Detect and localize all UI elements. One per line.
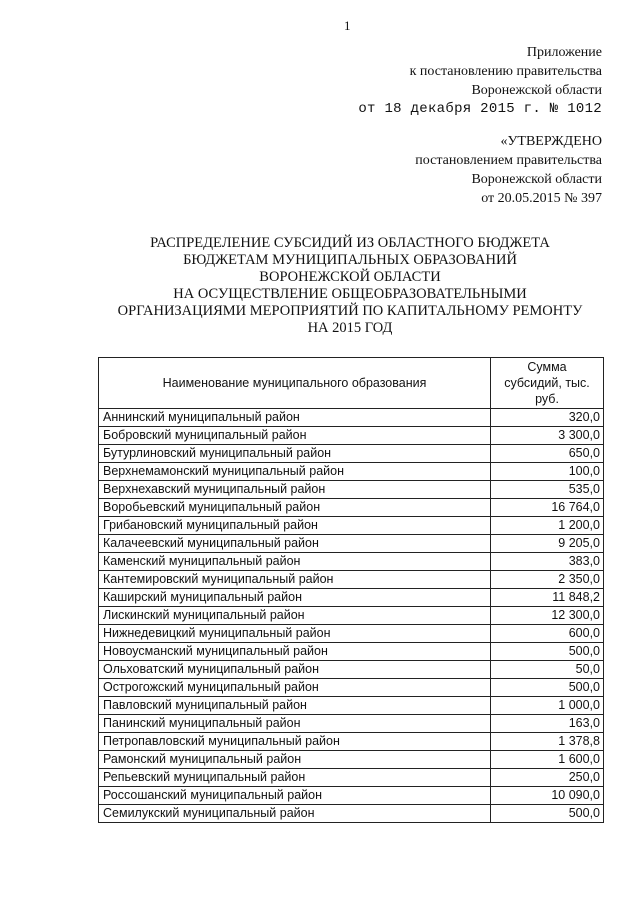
municipality-name: Россошанский муниципальный район: [99, 787, 491, 805]
title-line: БЮДЖЕТАМ МУНИЦИПАЛЬНЫХ ОБРАЗОВАНИЙ: [183, 252, 517, 268]
table-row: [99, 427, 604, 445]
subsidy-amount: 383,0: [491, 553, 604, 571]
appendix-title: Приложение: [526, 45, 602, 60]
municipality-name: Семилукский муниципальный район: [99, 805, 491, 823]
subsidy-amount: 600,0: [491, 625, 604, 643]
municipality-name: Бутурлиновский муниципальный район: [99, 445, 491, 463]
municipality-name: Кантемировский муниципальный район: [99, 571, 491, 589]
municipality-name: Аннинский муниципальный район: [99, 409, 491, 427]
table-row: [99, 679, 604, 697]
table-row: [99, 481, 604, 499]
approved-resolution-line: постановлением правительства: [415, 153, 602, 168]
subsidy-amount: 250,0: [491, 769, 604, 787]
appendix-region-line: Воронежской области: [471, 83, 602, 98]
table-row: [99, 571, 604, 589]
subsidy-amount: 1 000,0: [491, 697, 604, 715]
table-row: [99, 499, 604, 517]
municipality-name: Каширский муниципальный район: [99, 589, 491, 607]
title-line: НА ОСУЩЕСТВЛЕНИЕ ОБЩЕОБРАЗОВАТЕЛЬНЫМИ: [173, 286, 527, 302]
municipality-name: Верхнехавский муниципальный район: [99, 481, 491, 499]
appendix-date-number: от 18 декабря 2015 г. № 1012: [358, 101, 602, 117]
subsidy-amount: 163,0: [491, 715, 604, 733]
table-row: [99, 553, 604, 571]
document-title: [100, 235, 600, 337]
municipality-name: Верхнемамонский муниципальный район: [99, 463, 491, 481]
subsidy-amount: 500,0: [491, 679, 604, 697]
appendix-resolution-line: к постановлению правительства: [409, 64, 602, 79]
approved-date-number: от 20.05.2015 № 397: [481, 191, 602, 206]
table-row: [99, 463, 604, 481]
header-amount-line: субсидий, тыс.: [504, 376, 590, 390]
subsidy-amount: 16 764,0: [491, 499, 604, 517]
municipality-name: Грибановский муниципальный район: [99, 517, 491, 535]
title-line: РАСПРЕДЕЛЕНИЕ СУБСИДИЙ ИЗ ОБЛАСТНОГО БЮДЖЕТА: [150, 235, 550, 251]
header-amount-line: Сумма: [527, 360, 567, 374]
table-row: [99, 517, 604, 535]
table-row: [99, 643, 604, 661]
municipality-name: Ольховатский муниципальный район: [99, 661, 491, 679]
municipality-name: Лискинский муниципальный район: [99, 607, 491, 625]
approved-block: [415, 132, 602, 208]
subsidy-amount: 1 600,0: [491, 751, 604, 769]
subsidy-amount: 9 205,0: [491, 535, 604, 553]
table-row: [99, 769, 604, 787]
subsidy-amount: 1 378,8: [491, 733, 604, 751]
table-header-row: [99, 358, 604, 409]
municipality-name: Петропавловский муниципальный район: [99, 733, 491, 751]
table-row: [99, 787, 604, 805]
subsidy-amount: 10 090,0: [491, 787, 604, 805]
subsidy-amount: 320,0: [491, 409, 604, 427]
title-line: ВОРОНЕЖСКОЙ ОБЛАСТИ: [259, 269, 441, 285]
municipality-name: Новоусманский муниципальный район: [99, 643, 491, 661]
title-line: НА 2015 ГОД: [307, 320, 393, 336]
subsidies-table: [98, 357, 604, 823]
subsidy-amount: 100,0: [491, 463, 604, 481]
approved-region-line: Воронежской области: [471, 172, 602, 187]
page-number: 1: [344, 18, 351, 33]
table-row: [99, 409, 604, 427]
subsidy-amount: 12 300,0: [491, 607, 604, 625]
table-row: [99, 805, 604, 823]
municipality-name: Калачеевский муниципальный район: [99, 535, 491, 553]
header-amount: [491, 358, 604, 409]
subsidy-amount: 50,0: [491, 661, 604, 679]
municipality-name: Бобровский муниципальный район: [99, 427, 491, 445]
table-row: [99, 751, 604, 769]
municipality-name: Острогожский муниципальный район: [99, 679, 491, 697]
table-row: [99, 697, 604, 715]
table-row: [99, 715, 604, 733]
municipality-name: Панинский муниципальный район: [99, 715, 491, 733]
table-row: [99, 535, 604, 553]
appendix-block: [358, 43, 602, 119]
municipality-name: Рамонский муниципальный район: [99, 751, 491, 769]
municipality-name: Нижнедевицкий муниципальный район: [99, 625, 491, 643]
subsidy-amount: 11 848,2: [491, 589, 604, 607]
municipality-name: Каменский муниципальный район: [99, 553, 491, 571]
subsidy-amount: 650,0: [491, 445, 604, 463]
header-amount-line: руб.: [535, 392, 559, 406]
subsidy-amount: 500,0: [491, 805, 604, 823]
header-municipality: Наименование муниципального образования: [99, 358, 491, 409]
table-row: [99, 607, 604, 625]
municipality-name: Воробьевский муниципальный район: [99, 499, 491, 517]
table-row: [99, 733, 604, 751]
municipality-name: Павловский муниципальный район: [99, 697, 491, 715]
approved-title: «УТВЕРЖДЕНО: [500, 134, 602, 149]
title-line: ОРГАНИЗАЦИЯМИ МЕРОПРИЯТИЙ ПО КАПИТАЛЬНОМУ РЕМОНТУ: [117, 303, 583, 319]
table-row: [99, 625, 604, 643]
subsidy-amount: 1 200,0: [491, 517, 604, 535]
table-row: [99, 589, 604, 607]
table-row: [99, 661, 604, 679]
subsidy-amount: 500,0: [491, 643, 604, 661]
subsidy-amount: 535,0: [491, 481, 604, 499]
subsidy-amount: 3 300,0: [491, 427, 604, 445]
municipality-name: Репьевский муниципальный район: [99, 769, 491, 787]
table-row: [99, 445, 604, 463]
subsidy-amount: 2 350,0: [491, 571, 604, 589]
